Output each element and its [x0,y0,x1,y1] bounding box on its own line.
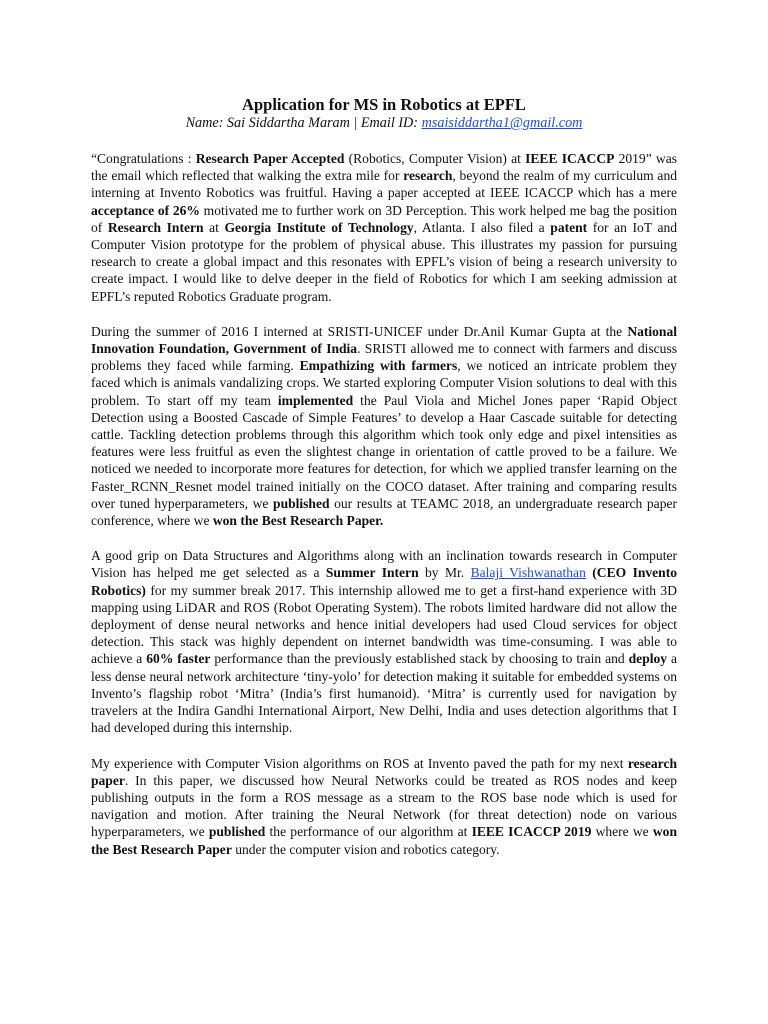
text-run: . In this paper, we discussed how Neural Networks could be treated as ROS nodes and keep publishing outputs in the form a ROS message as a stream to the ROS base node which is used for navigation and motion. After training the Neural Network (for threat detection) node on various hyperparameters, we [91,772,677,840]
email-link[interactable]: msaisiddartha1@gmail.com [421,115,583,131]
text-run: the Paul Viola and Michel Jones paper ‘Rapid Object Detection using a Boosted Cascade of Simple Features’ to develop a Haar Cascade suitable for detecting cattle. Tackling detection problems through this algorithm which took only edge and pixel intensities as features were less fruitful as even the slightest change in orientation of cattle proved to be a failure. We noticed we needed to incorporate more features for detection, for which we applied transfer learning on the Faster_RCNN_Resnet model trained initially on the COCO dataset. After training and comparing results over tuned hyperparameters, we [91,392,677,511]
text-run: a less dense neural network architecture ‘tiny-yolo’ for detection making it suitable for embedded systems on Invento’s flagship robot ‘Mitra’ (India’s first humanoid). ‘Mitra’ is currently used for navigation by travelers at the Indira Gandhi International Airport, New Delhi, India and uses detection algorithms that I had developed during this internship. [91,651,678,736]
paragraph-2 [91,323,677,529]
paragraph-3 [91,547,677,736]
bold-text: National Innovation Foundation, Government of India [91,323,677,357]
author-line [91,114,677,132]
text-run: During the summer of 2016 I interned at SRISTI-UNICEF under Dr.Anil Kumar Gupta at the [91,323,628,339]
text-run: My experience with Computer Vision algorithms on ROS at Invento paved the path for my next [91,755,628,771]
text-run: our results at TEAMC 2018, an undergraduate research paper conference, where we [91,495,677,529]
bold-text: IEEE ICACCP [525,151,615,166]
paragraph-4 [91,755,677,858]
text-run: , Atlanta. I also filed a [413,219,551,235]
bold-text: Georgia Institute of Technology [224,219,414,235]
person-link[interactable]: Balaji Vishwanathan [470,565,586,581]
bold-text: research paper [91,755,677,788]
text-run: A good grip on Data Structures and Algorithms along with an inclination towards research in Computer Vision has helped me get selected as a [91,548,677,581]
bold-text: Empathizing with farmers [299,358,458,374]
text-run: , we noticed an intricate problem they faced which is animals vandalizing crops. We started exploring Computer Vision solutions to deal with this problem. To start off my team [91,358,677,408]
bold-text: Research Paper Accepted [195,151,345,166]
text-run: 2019” was the email which reflected that walking the extra mile for [91,151,677,184]
bold-text: implemented [277,392,354,408]
bold-text: patent [550,219,588,235]
text-run: . SRISTI allowed me to connect with farmers and discuss problems they faced while farming. [91,341,677,374]
bold-text: 60% faster [146,651,211,667]
text-run: performance than the previously established stack by choosing to train and [210,651,629,667]
bold-text: IEEE ICACCP 2019 [471,824,592,840]
text-run: under the computer vision and robotics category. [231,841,500,857]
text-run: for an IoT and Computer Vision prototype for the problem of physical abuse. This illustrates my passion for pursuing research to create a global impact and this resonates with EPFL’s vision of being a research university to create impact. I would like to delve deeper in the field of Robotics for which I am seeking admission at EPFL’s reputed Robotics Graduate program. [91,219,678,304]
bold-text: (CEO Invento Robotics) [91,565,677,598]
text-run: at [203,219,225,235]
text-run: “Congratulations : [91,151,196,166]
paragraph-1 [91,150,677,305]
bold-text: won the Best Research Paper [91,824,677,857]
text-run: where we [591,824,653,840]
text-run: , beyond the realm of my curriculum and interning at Invento Robotics was fruitful. Having a paper accepted at IEEE ICACCP which has a mere [91,168,677,201]
bold-text: published [208,824,266,840]
text-run: the performance of our algorithm at [265,824,472,840]
bold-text: Research Intern [107,219,204,235]
bold-text: won the Best Research Paper. [212,513,384,529]
text-run: by Mr. [418,565,471,581]
author-name-label: Name: Sai Siddartha Maram | Email ID: [185,115,422,131]
bold-text: published [273,495,330,511]
text-run: for my summer break 2017. This internship allowed me to get a first-hand experience with 3D mapping using LiDAR and ROS (Robot Operating System). The robots limited hardware did not allow the deployment of dense neural networks and hence initial developers had used Cloud services for object detection. This stack was highly dependent on internet bandwidth was time-consuming. I was able to achieve a [91,582,677,667]
document-title: Application for MS in Robotics at EPFL [242,95,526,114]
bold-text: research [403,168,453,184]
bold-text: deploy [628,651,668,667]
text-run: motivated me to further work on 3D Perception. This work helped me bag the position of [91,202,678,235]
bold-text: Summer Intern [325,565,419,581]
text-run: (Robotics, Computer Vision) at [344,151,526,166]
bold-text: acceptance of 26% [91,202,200,218]
